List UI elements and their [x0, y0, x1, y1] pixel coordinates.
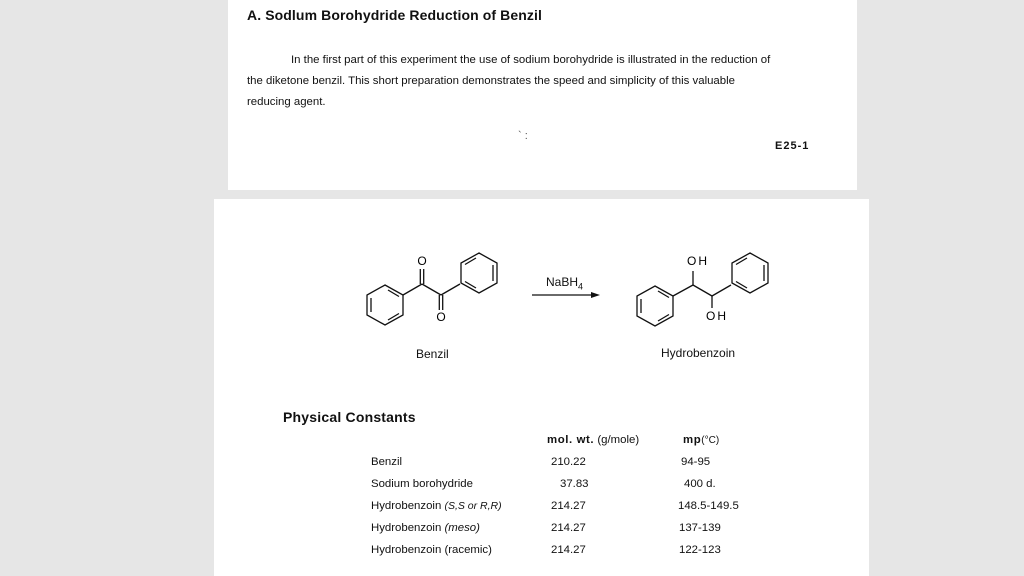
document-page-bottom: [214, 199, 869, 576]
column-header-molwt: mol. wt. (g/mole): [547, 434, 640, 446]
table-row-name: Hydrobenzoin (meso): [371, 522, 480, 534]
table-row-mp: 400 d.: [684, 478, 716, 490]
table-row-molwt: 214.27: [551, 544, 586, 556]
oxygen-label: O: [417, 254, 427, 268]
table-row-name: Benzil: [371, 456, 403, 468]
table-row-mp: 94-95: [681, 456, 711, 468]
document-page-top: [228, 0, 857, 190]
table-row-mp: 137-139: [679, 522, 721, 534]
table-row-mp: 148.5-149.5: [678, 500, 739, 512]
hydroxyl-label: OH: [706, 309, 728, 323]
intro-paragraph: [247, 50, 812, 113]
table-row-molwt: 214.27: [551, 500, 586, 512]
paragraph-line: In the first part of this experiment the use of sodium borohydride is illustrated in the reduction of: [291, 54, 771, 66]
table-row-molwt: 37.83: [560, 478, 589, 490]
benzil-structure: [367, 253, 497, 325]
reagent-label: NaBH$_4$: [546, 275, 584, 292]
oxygen-label: O: [436, 310, 446, 324]
reaction-arrow-icon: [532, 292, 600, 298]
physical-constants-title: Physical Constants: [283, 409, 416, 425]
benzene-ring: [461, 253, 497, 293]
section-heading: A. Sodlum Borohydride Reduction of Benzil: [247, 7, 542, 23]
table-row-molwt: 214.27: [551, 522, 586, 534]
benzene-ring: [367, 285, 403, 325]
paragraph-line: the diketone benzil. This short preparation demonstrates the speed and simplicity of this valuable: [247, 75, 735, 87]
stray-mark: ` :: [518, 130, 528, 142]
reaction-scheme-drawing: [214, 199, 869, 339]
table-row-mp: 122-123: [679, 544, 721, 556]
table-row-molwt: 210.22: [551, 456, 586, 468]
column-header-mp: mp(°C): [683, 434, 720, 446]
benzene-ring: [732, 253, 768, 293]
table-row-name: Hydrobenzoin (S,S or R,R): [371, 500, 502, 512]
reactant-name: Benzil: [416, 347, 449, 361]
table-row-name: Hydrobenzoin (racemic): [371, 544, 492, 556]
table-row-name: Sodium borohydride: [371, 478, 473, 490]
hydroxyl-label: OH: [687, 254, 709, 268]
benzene-ring: [637, 286, 673, 326]
page-code: E25-1: [775, 140, 810, 152]
product-name: Hydrobenzoin: [661, 346, 736, 360]
paragraph-line: reducing agent.: [247, 96, 326, 108]
